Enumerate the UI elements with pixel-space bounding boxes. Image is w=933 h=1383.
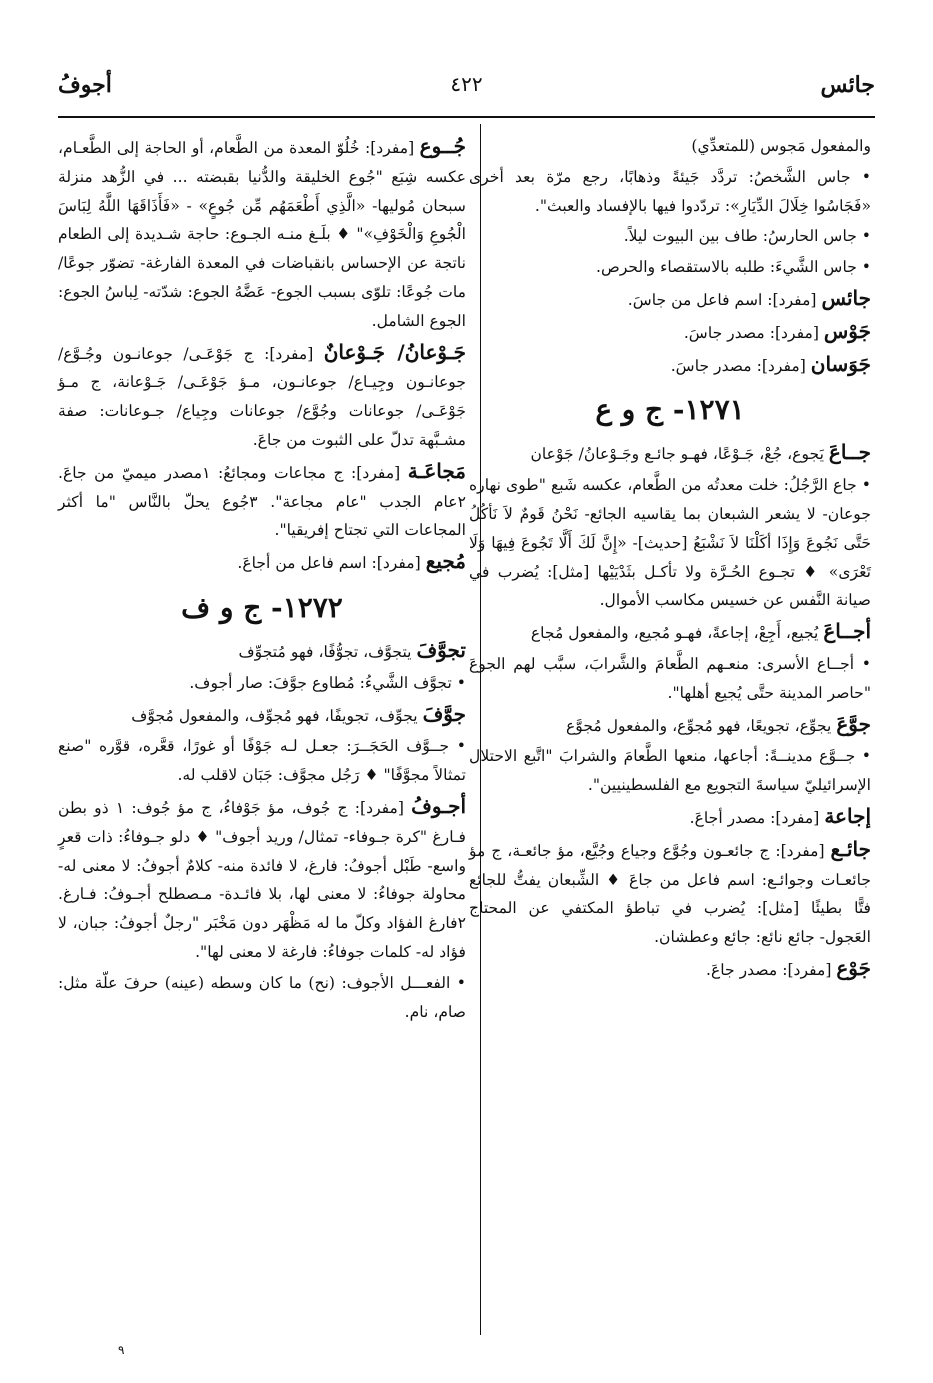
entry-sense: • أجــاع الأسرى: منعـهم الطَّعامَ والشَّرابَ، سبَّب لهم الجوعَ "حاصر المدينة حتَّى يُجيع أهلها". [469,654,871,702]
entry-definition: [مفرد]: اسم فاعل من أجاعَ. [237,554,426,573]
header-first-word: جائس [820,72,875,98]
entry-headword: أجــاعَ [823,619,871,644]
entry-definition: يجوِّع، تجويعًا، فهو مُجوِّع، والمفعول مُجوَّع [565,716,837,735]
dictionary-entry [469,438,871,469]
dictionary-entry [469,802,871,833]
entry-sense: • جاس الحارسُ: طاف بين البيوت ليلاً. [623,227,871,246]
dictionary-entry [469,710,871,741]
entry-definition: [مفرد]: خُلُوّ المعدة من الطَّعام، أو الحاجة إلى الطَّعـام، عكسه شِبَع "جُوع الخليقة والدُّنيا بقبضته ... في الزُّهد منزلة سبحان مُوليها- «الَّذِي أَطْعَمَهُم مِّن جُوعٍ» - «فَأَذَاقَهَا اللَّهُ لِبَاسَ الْجُوعِ وَالْخَوْفِ»" ♦ بلَـغ منـه الجـوع: حاجة شـديدة إلى الطعام ناتجة عن الإحساس بانقباضات في المعدة الفارغة- تضوّر جوعًا/ مات جُوعًا: تلوّى بسبب الجوع- عَضَّهُ الجوع: شدّته- لِباسُ الجوع: الجوع الشامل. [58,139,466,330]
right-column [469,132,871,987]
dictionary-entry [58,636,466,667]
entry-definition: يتجوَّف، تجوُّفًا، فهو مُتجوِّف [238,642,417,661]
entry-headword: جَوْس [823,318,871,343]
dictionary-entry [469,954,871,985]
entry-sense: • جــوَّع مدينــةً: أجاعها، منعها الطَّعامَ والشرابَ "اتَّبع الاحتلال الإسرائيليّ سياسةَ التجويع مع الفلسطينيين". [469,747,871,795]
entry-definition: يُجيع، أَجِعْ، إجاعةً، فهـو مُجيع، والمفعول مُجاع [530,624,824,643]
dictionary-entry [58,132,466,336]
entry-headword: أجـوفُ [411,793,467,818]
entry-headword: جــاعَ [828,440,871,465]
root-section-heading: ١٢٧٢- ج و ف [181,590,343,624]
entry-definition: يَجوع، جُعْ، جَـوْعًا، فهـو جائـع وجَـوْعانُ/ جَوْعان [530,445,829,464]
entry-headword: جَوَسان [810,351,871,376]
entry-headword: جوَّعَ [836,711,871,736]
entry-definition: [مفرد]: ج جائعـون وجُوَّع وجياع وجُيَّع، مؤ جائعـة، ج مؤ جائعـات وجوائـع: اسم فاعل من جاعَ ♦ الشِّبعان يفتُّ للجائع فتًّا بطيئًا [مثل]: يُضرب في تباطؤ المكتفي عن المحتاج العَجول- جائع نائع: جائع وعطشان. [469,841,871,947]
entry-headword: جَوْع [836,955,871,980]
dictionary-entry [58,338,466,455]
entry-sense: • تجوَّف الشَّيءُ: مُطاوع جوَّفَ: صار أجوف. [189,673,466,692]
entry-headword: جوَّفَ [422,701,466,726]
entry-headword: مُجيع [425,549,466,574]
entry-headword: تجوَّفَ [416,637,466,662]
dictionary-entry [469,284,871,315]
entry-headword: جُــوع [419,134,466,158]
entry-sense: • جاع الرَّجُلُ: خلت معدتُه من الطَّعام، عكسه شَبع "طوى نهاره جوعان- لا يشعر الشبعان بما يقاسيه الجائع- نَحْنُ قَومٌ لاَ نَأكُلُ حَتَّى نَجُوعَ وَإِذَا أكَلْنَا لاَ نَشْبَعُ [حديث]- «إِنَّ لَكَ أَلَّا تَجُوعَ فِيهَا وَلَا تَعْرَى» ♦ تجـوع الحُـرَّة ولا تأكـل بثَدْيَيْها [مثل]: يُضرب في صيانة النَّفس عن خسيس مكاسب الأموال. [469,476,871,610]
entry-sense: • جاس الشَّيءَ: طلبه بالاستقصاء والحرص. [596,258,871,277]
entry-definition: [مفرد]: مصدر أجاعَ. [689,808,825,827]
root-section-heading: ١٢٧١- ج و ع [595,393,745,427]
entry-definition: [مفرد]: مصدر جاسَ. [683,323,824,342]
entry-headword: جَـوْعانُ/ جَـوْعانٌ [323,339,466,364]
dictionary-entry [469,317,871,348]
dictionary-entry [58,457,466,545]
page-number: ٤٢٢ [450,72,483,96]
page-header [58,66,875,106]
footer-mark: ٩ [118,1343,125,1357]
dictionary-entry [58,792,466,967]
entry-sense: والمفعول مَجوس (للمتعدِّي) [691,137,871,155]
entry-definition: يجوِّف، تجويفًا، فهو مُجوِّف، والمفعول مُجوَّف [131,706,423,725]
dictionary-entry [469,835,871,952]
entry-definition: [مفرد]: ج مجاعات ومجائعُ: ١مصدر ميميّ من جاعَ. ٢عام الجدب "عام مجاعة". ٣جُوع يحلّ بالنَّاس "ما أكثر المجاعات التي تجتاح إفريقيا". [58,463,466,540]
entry-definition: [مفرد]: ج جُوف، مؤ جَوْفاءُ، ج مؤ جُوف: ١ ذو بطن فـارغ "كرة جـوفاء- تمثال/ وريد أجوف" ♦ دلو جـوفاءُ: ذات قعرٍ واسع- طَبْل أجوفُ: فارغ، لا فائدة منه- كلامٌ أجوفُ: لا معنى له- محاولة جوفاءُ: لا معنى لها، بلا فائـدة- مـصطلح أجـوفُ: فـارغ. ٢فارغ الفؤاد وكلّ ما له مَظْهَر دون مَخْبَر "رجلٌ أجوفُ: جبان، لا فؤاد له- كلمات جوفاءُ: فارغة لا معنى لها". [58,798,466,961]
entry-definition: [مفرد]: اسم فاعل من جاسَ. [627,290,822,309]
dictionary-entry [469,617,871,648]
entry-sense: • جاس الشَّخصُ: تردَّد جَيئةً وذهابًا، رجع مرّة بعد أخرى «فَجَاسُوا خِلَالَ الدِّيَارِ»: تردّدوا فيها بالإفساد والعبث". [469,167,871,215]
left-column [58,132,466,1028]
entry-sense: • الفعـــل الأجوف: (نح) ما كان وسطه (عينه) حرفَ علّة مثل: صام، نام. [58,973,466,1021]
entry-sense: • جــوَّف الحَجَــرَ: جعـل لـه جَوْفًا أو غورًا، قعَّره، قوَّره "صنع تمثالاً مجوَّفًا" ♦ رَجُل مجوَّف: جَبَان لاقلب له. [58,737,466,785]
dictionary-entry [58,700,466,731]
entry-headword: جائس [821,285,871,310]
entry-definition: [مفرد]: ج جَوْعَـى/ جوعانـون وجُـوَّع/ جوعانـون وجِيـاع/ جوعانـون، مـؤ جَوْعَـى/ جَـوْعانة، ج مـؤ جَوْعَـى/ جوعانات وجُوَّع/ جوعانات وجِياع/ جـوعانات: صفة مشـبَّهة تدلّ على الثبوت من جاعَ. [58,344,466,449]
entry-headword: مَجاعَـة [407,458,466,483]
dictionary-entry [58,547,466,578]
entry-definition: [مفرد]: مصدر جاعَ. [706,960,837,979]
entry-headword: إجاعة [824,803,871,828]
dictionary-entry [469,350,871,381]
entry-definition: [مفرد]: مصدر جاسَ. [670,356,811,375]
header-last-word: أجوفُ [58,72,112,98]
header-rule [58,116,875,118]
entry-headword: جائـع [830,836,871,861]
